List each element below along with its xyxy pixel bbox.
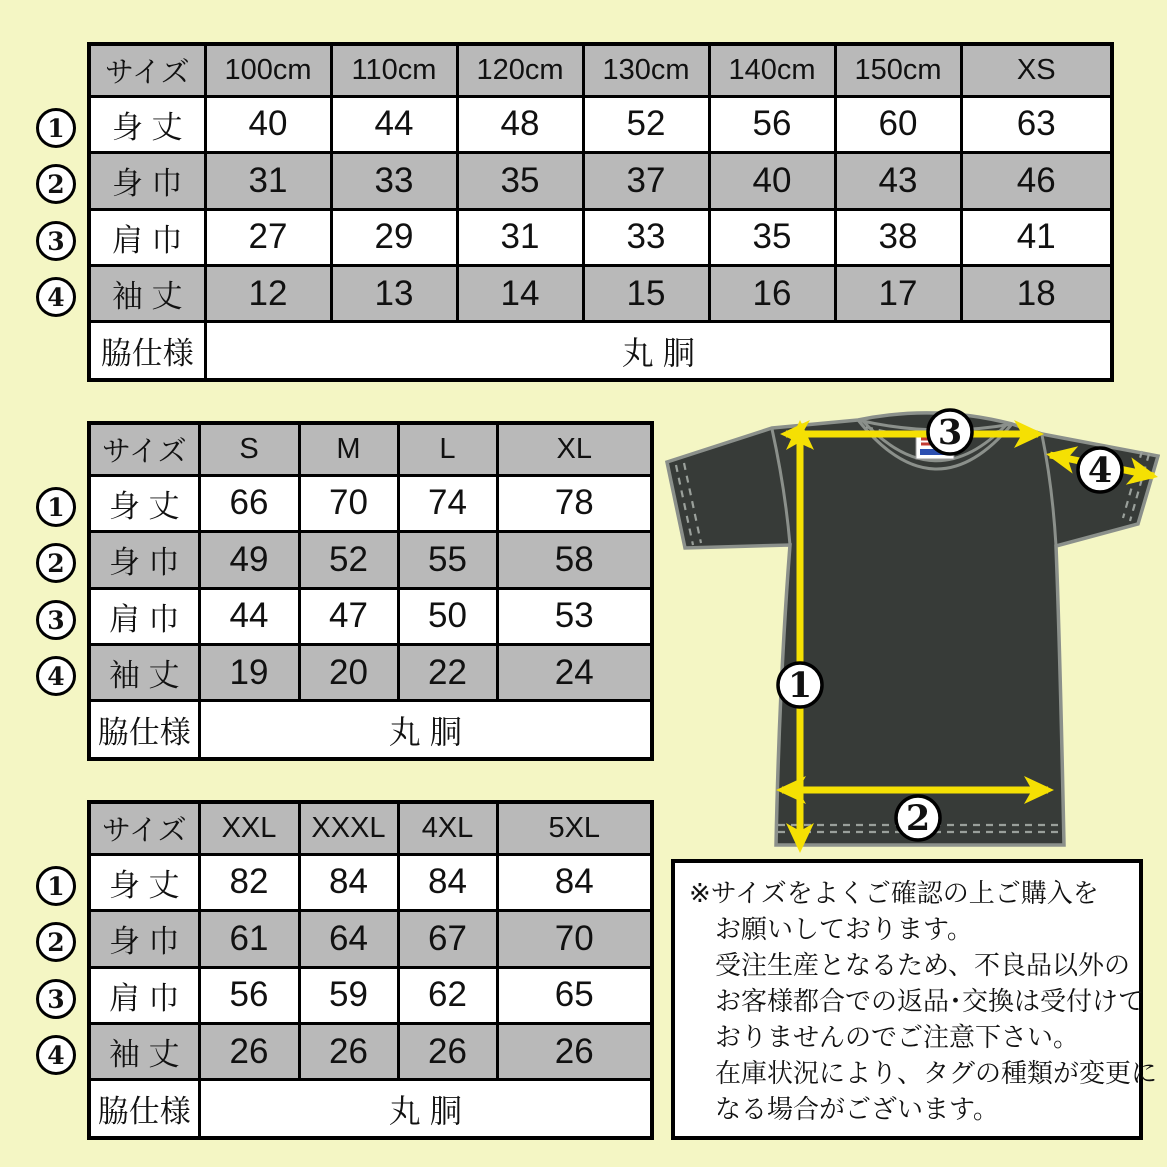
measurement-value: 63 xyxy=(961,96,1112,152)
measurement-value: 40 xyxy=(709,153,835,209)
measurement-value: 64 xyxy=(299,911,398,967)
row-label: 身 丈 xyxy=(89,854,199,910)
column-header: 4XL xyxy=(398,802,497,854)
measurement-value: 48 xyxy=(457,96,583,152)
row-label: 身 巾 xyxy=(89,153,205,209)
row-marker-2: 2 xyxy=(36,164,76,204)
size-table-block-adult xyxy=(20,421,654,761)
measurement-value: 61 xyxy=(199,911,299,967)
row-marker-2: 2 xyxy=(36,543,76,583)
row-label: 身 巾 xyxy=(89,532,199,588)
measurement-value: 84 xyxy=(299,854,398,910)
row-label: 身 丈 xyxy=(89,96,205,152)
note-line: 受注生産となるため、不良品以外の xyxy=(715,950,1130,980)
measurement-value: 84 xyxy=(398,854,497,910)
column-header: XXXL xyxy=(299,802,398,854)
row-marker-column xyxy=(20,800,87,1140)
measurement-value: 31 xyxy=(457,209,583,265)
spec-row-value: 丸 胴 xyxy=(199,1080,652,1138)
measurement-value: 33 xyxy=(331,153,457,209)
measurement-value: 31 xyxy=(205,153,331,209)
column-header: 140cm xyxy=(709,44,835,96)
row-marker-4: 4 xyxy=(36,656,76,696)
marker-digit-1: 1 xyxy=(787,665,813,706)
note-line: お客様都合での返品･交換は受付けて xyxy=(715,986,1145,1016)
marker-digit-4: 4 xyxy=(1087,450,1113,491)
measurement-value: 13 xyxy=(331,265,457,321)
measurement-value: 52 xyxy=(583,96,709,152)
measurement-value: 40 xyxy=(205,96,331,152)
size-table-block-large xyxy=(20,800,654,1140)
note-line: 在庫状況により、タグの種類が変更に xyxy=(715,1058,1158,1088)
size-table-block-kids xyxy=(20,42,1114,382)
table-header-size: サイズ xyxy=(89,802,199,854)
measurement-value: 50 xyxy=(398,588,497,644)
measurement-value: 41 xyxy=(961,209,1112,265)
column-header: L xyxy=(398,423,497,475)
measurement-value: 74 xyxy=(398,475,497,531)
measurement-value: 66 xyxy=(199,475,299,531)
row-marker-4: 4 xyxy=(36,277,76,317)
column-header: 100cm xyxy=(205,44,331,96)
note-line: おりませんのでご注意下さい。 xyxy=(715,1022,1080,1052)
marker-digit-3: 3 xyxy=(937,412,963,453)
table-header-size: サイズ xyxy=(89,44,205,96)
measurement-value: 58 xyxy=(497,532,652,588)
row-marker-column xyxy=(20,42,87,382)
measurement-value: 60 xyxy=(835,96,961,152)
measurement-value: 49 xyxy=(199,532,299,588)
spec-row-label: 脇仕様 xyxy=(89,322,205,380)
measurement-value: 52 xyxy=(299,532,398,588)
row-label: 肩 巾 xyxy=(89,967,199,1023)
row-marker-4: 4 xyxy=(36,1035,76,1075)
table-header-size: サイズ xyxy=(89,423,199,475)
measurement-value: 35 xyxy=(457,153,583,209)
row-label: 肩 巾 xyxy=(89,209,205,265)
measurement-value: 59 xyxy=(299,967,398,1023)
measurement-value: 70 xyxy=(497,911,652,967)
spec-row-value: 丸 胴 xyxy=(199,701,652,759)
size-table xyxy=(87,421,654,761)
column-header: S xyxy=(199,423,299,475)
tshirt-measurement-diagram xyxy=(660,398,1160,855)
measurement-value: 70 xyxy=(299,475,398,531)
measurement-value: 65 xyxy=(497,967,652,1023)
column-header: XS xyxy=(961,44,1112,96)
size-table-kids xyxy=(87,42,1114,382)
column-header: XL xyxy=(497,423,652,475)
size-table xyxy=(87,800,654,1140)
row-label: 身 巾 xyxy=(89,911,199,967)
measurement-value: 43 xyxy=(835,153,961,209)
measurement-value: 33 xyxy=(583,209,709,265)
row-label: 袖 丈 xyxy=(89,1023,199,1079)
column-header: 5XL xyxy=(497,802,652,854)
measurement-value: 15 xyxy=(583,265,709,321)
spec-row-label: 脇仕様 xyxy=(89,701,199,759)
row-label: 袖 丈 xyxy=(89,644,199,700)
measurement-value: 26 xyxy=(199,1023,299,1079)
measurement-value: 56 xyxy=(199,967,299,1023)
marker-digit-2: 2 xyxy=(905,798,931,839)
measurement-value: 14 xyxy=(457,265,583,321)
measurement-value: 35 xyxy=(709,209,835,265)
column-header: XXL xyxy=(199,802,299,854)
column-header: M xyxy=(299,423,398,475)
size-table-adult xyxy=(87,421,654,761)
row-marker-1: 1 xyxy=(36,487,76,527)
row-marker-3: 3 xyxy=(36,600,76,640)
measurement-value: 46 xyxy=(961,153,1112,209)
measurement-value: 20 xyxy=(299,644,398,700)
measurement-value: 47 xyxy=(299,588,398,644)
measurement-value: 55 xyxy=(398,532,497,588)
note-line: お願いしております。 xyxy=(715,914,973,944)
note-line: なる場合がございます。 xyxy=(715,1094,999,1124)
measurement-value: 18 xyxy=(961,265,1112,321)
measurement-value: 22 xyxy=(398,644,497,700)
measurement-value: 17 xyxy=(835,265,961,321)
measurement-value: 24 xyxy=(497,644,652,700)
column-header: 150cm xyxy=(835,44,961,96)
row-marker-column xyxy=(20,421,87,761)
size-table-large xyxy=(87,800,654,1140)
measurement-value: 12 xyxy=(205,265,331,321)
measurement-value: 26 xyxy=(497,1023,652,1079)
measurement-value: 56 xyxy=(709,96,835,152)
notes-box xyxy=(671,859,1158,1140)
measurement-value: 26 xyxy=(299,1023,398,1079)
measurement-value: 62 xyxy=(398,967,497,1023)
measurement-value: 53 xyxy=(497,588,652,644)
row-marker-2: 2 xyxy=(36,922,76,962)
note-line: ※サイズをよくご確認の上ご購入を xyxy=(689,878,1099,908)
measurement-value: 27 xyxy=(205,209,331,265)
row-label: 肩 巾 xyxy=(89,588,199,644)
measurement-value: 78 xyxy=(497,475,652,531)
measurement-value: 16 xyxy=(709,265,835,321)
measurement-value: 44 xyxy=(199,588,299,644)
measurement-value: 38 xyxy=(835,209,961,265)
row-marker-1: 1 xyxy=(36,866,76,906)
measurement-value: 19 xyxy=(199,644,299,700)
measurement-value: 44 xyxy=(331,96,457,152)
measurement-value: 82 xyxy=(199,854,299,910)
measurement-value: 29 xyxy=(331,209,457,265)
row-label: 袖 丈 xyxy=(89,265,205,321)
measurement-value: 67 xyxy=(398,911,497,967)
row-marker-3: 3 xyxy=(36,221,76,261)
column-header: 130cm xyxy=(583,44,709,96)
measurement-value: 26 xyxy=(398,1023,497,1079)
measurement-value: 84 xyxy=(497,854,652,910)
column-header: 110cm xyxy=(331,44,457,96)
size-table xyxy=(87,42,1114,382)
row-marker-1: 1 xyxy=(36,108,76,148)
spec-row-value: 丸 胴 xyxy=(205,322,1112,380)
row-label: 身 丈 xyxy=(89,475,199,531)
row-marker-3: 3 xyxy=(36,979,76,1019)
spec-row-label: 脇仕様 xyxy=(89,1080,199,1138)
measurement-value: 37 xyxy=(583,153,709,209)
column-header: 120cm xyxy=(457,44,583,96)
